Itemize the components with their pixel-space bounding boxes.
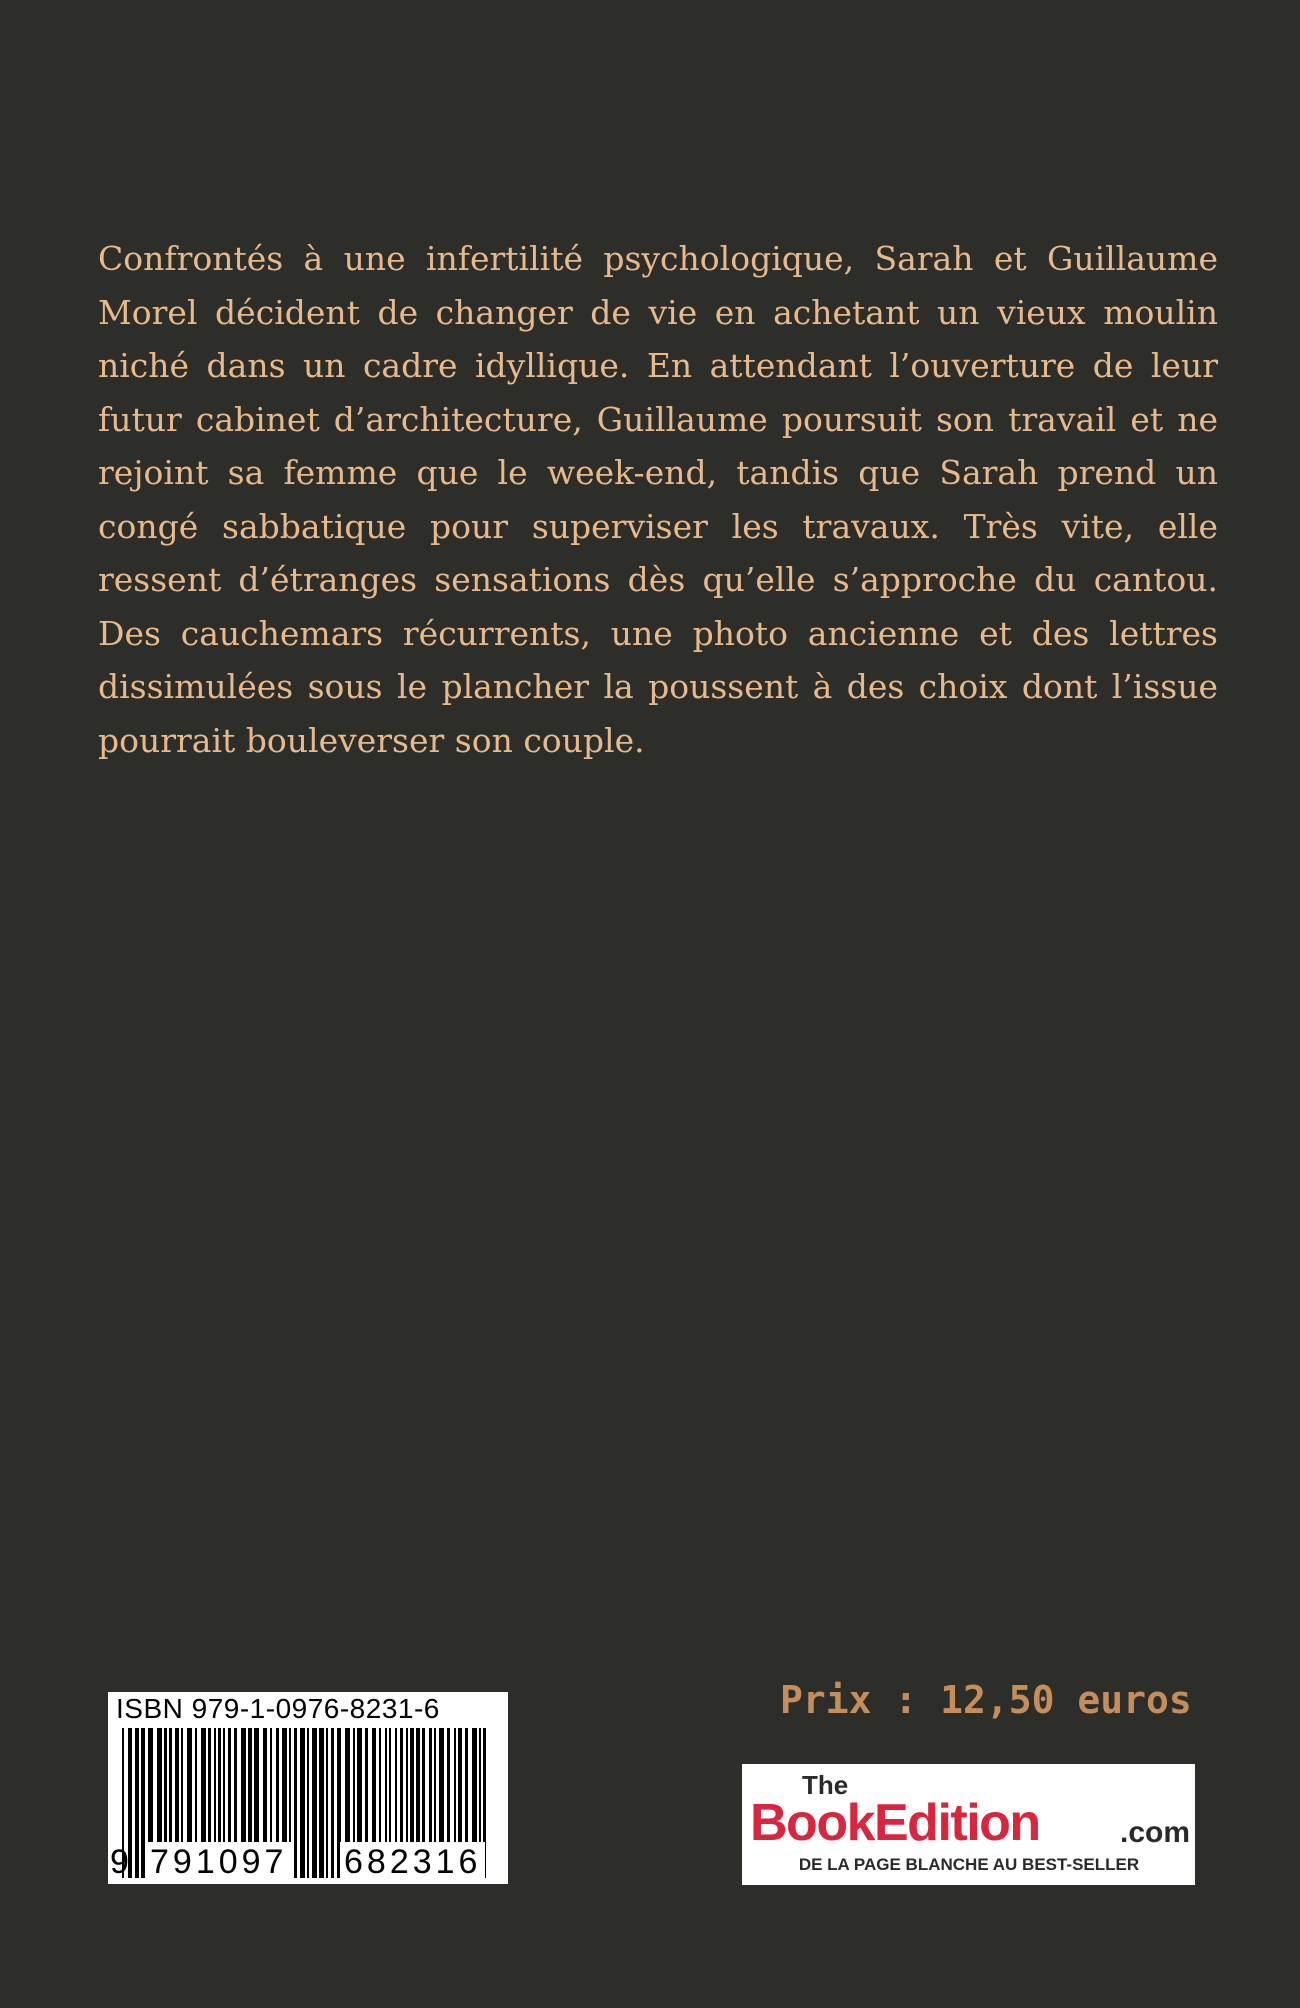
price-label: Prix : 12,50 euros bbox=[780, 1678, 1192, 1722]
publisher-logo bbox=[742, 1764, 1195, 1885]
synopsis-text: Confrontés à une infertilité psychologique, Sarah et Guillaume Morel décident de changer de vie en achetant un vieux moulin niché dans un cadre idyllique. En attendant l’ouverture de leur futur cabinet d’architecture, Guillaume poursuit son travail et ne rejoint sa femme que le week-end, tandis que Sarah prend un congé sabbatique pour superviser les travaux. Très vite, elle ressent d’étranges sensations dès qu’elle s’approche du cantou. Des cauchemars récurrents, une photo ancienne et des lettres dissimulées sous le plancher la poussent à des choix dont l’issue pourrait bouleverser son couple. bbox=[98, 239, 1218, 760]
barcode-digit-first: 9 bbox=[110, 1843, 129, 1881]
logo-tagline: DE LA PAGE BLANCHE AU BEST-SELLER bbox=[798, 1855, 1140, 1874]
logo-brand-name: BookEdition bbox=[750, 1794, 1040, 1852]
barcode-digits-right: 682316 bbox=[340, 1842, 485, 1882]
barcode-digits-left: 791097 bbox=[146, 1842, 291, 1882]
logo-the-text: The bbox=[802, 1770, 849, 1800]
logo-domain-suffix: .com bbox=[1120, 1816, 1191, 1849]
isbn-label: ISBN 979-1-0976-8231-6 bbox=[116, 1693, 440, 1724]
barcode-digits bbox=[108, 1842, 508, 1882]
isbn-barcode bbox=[108, 1692, 508, 1884]
